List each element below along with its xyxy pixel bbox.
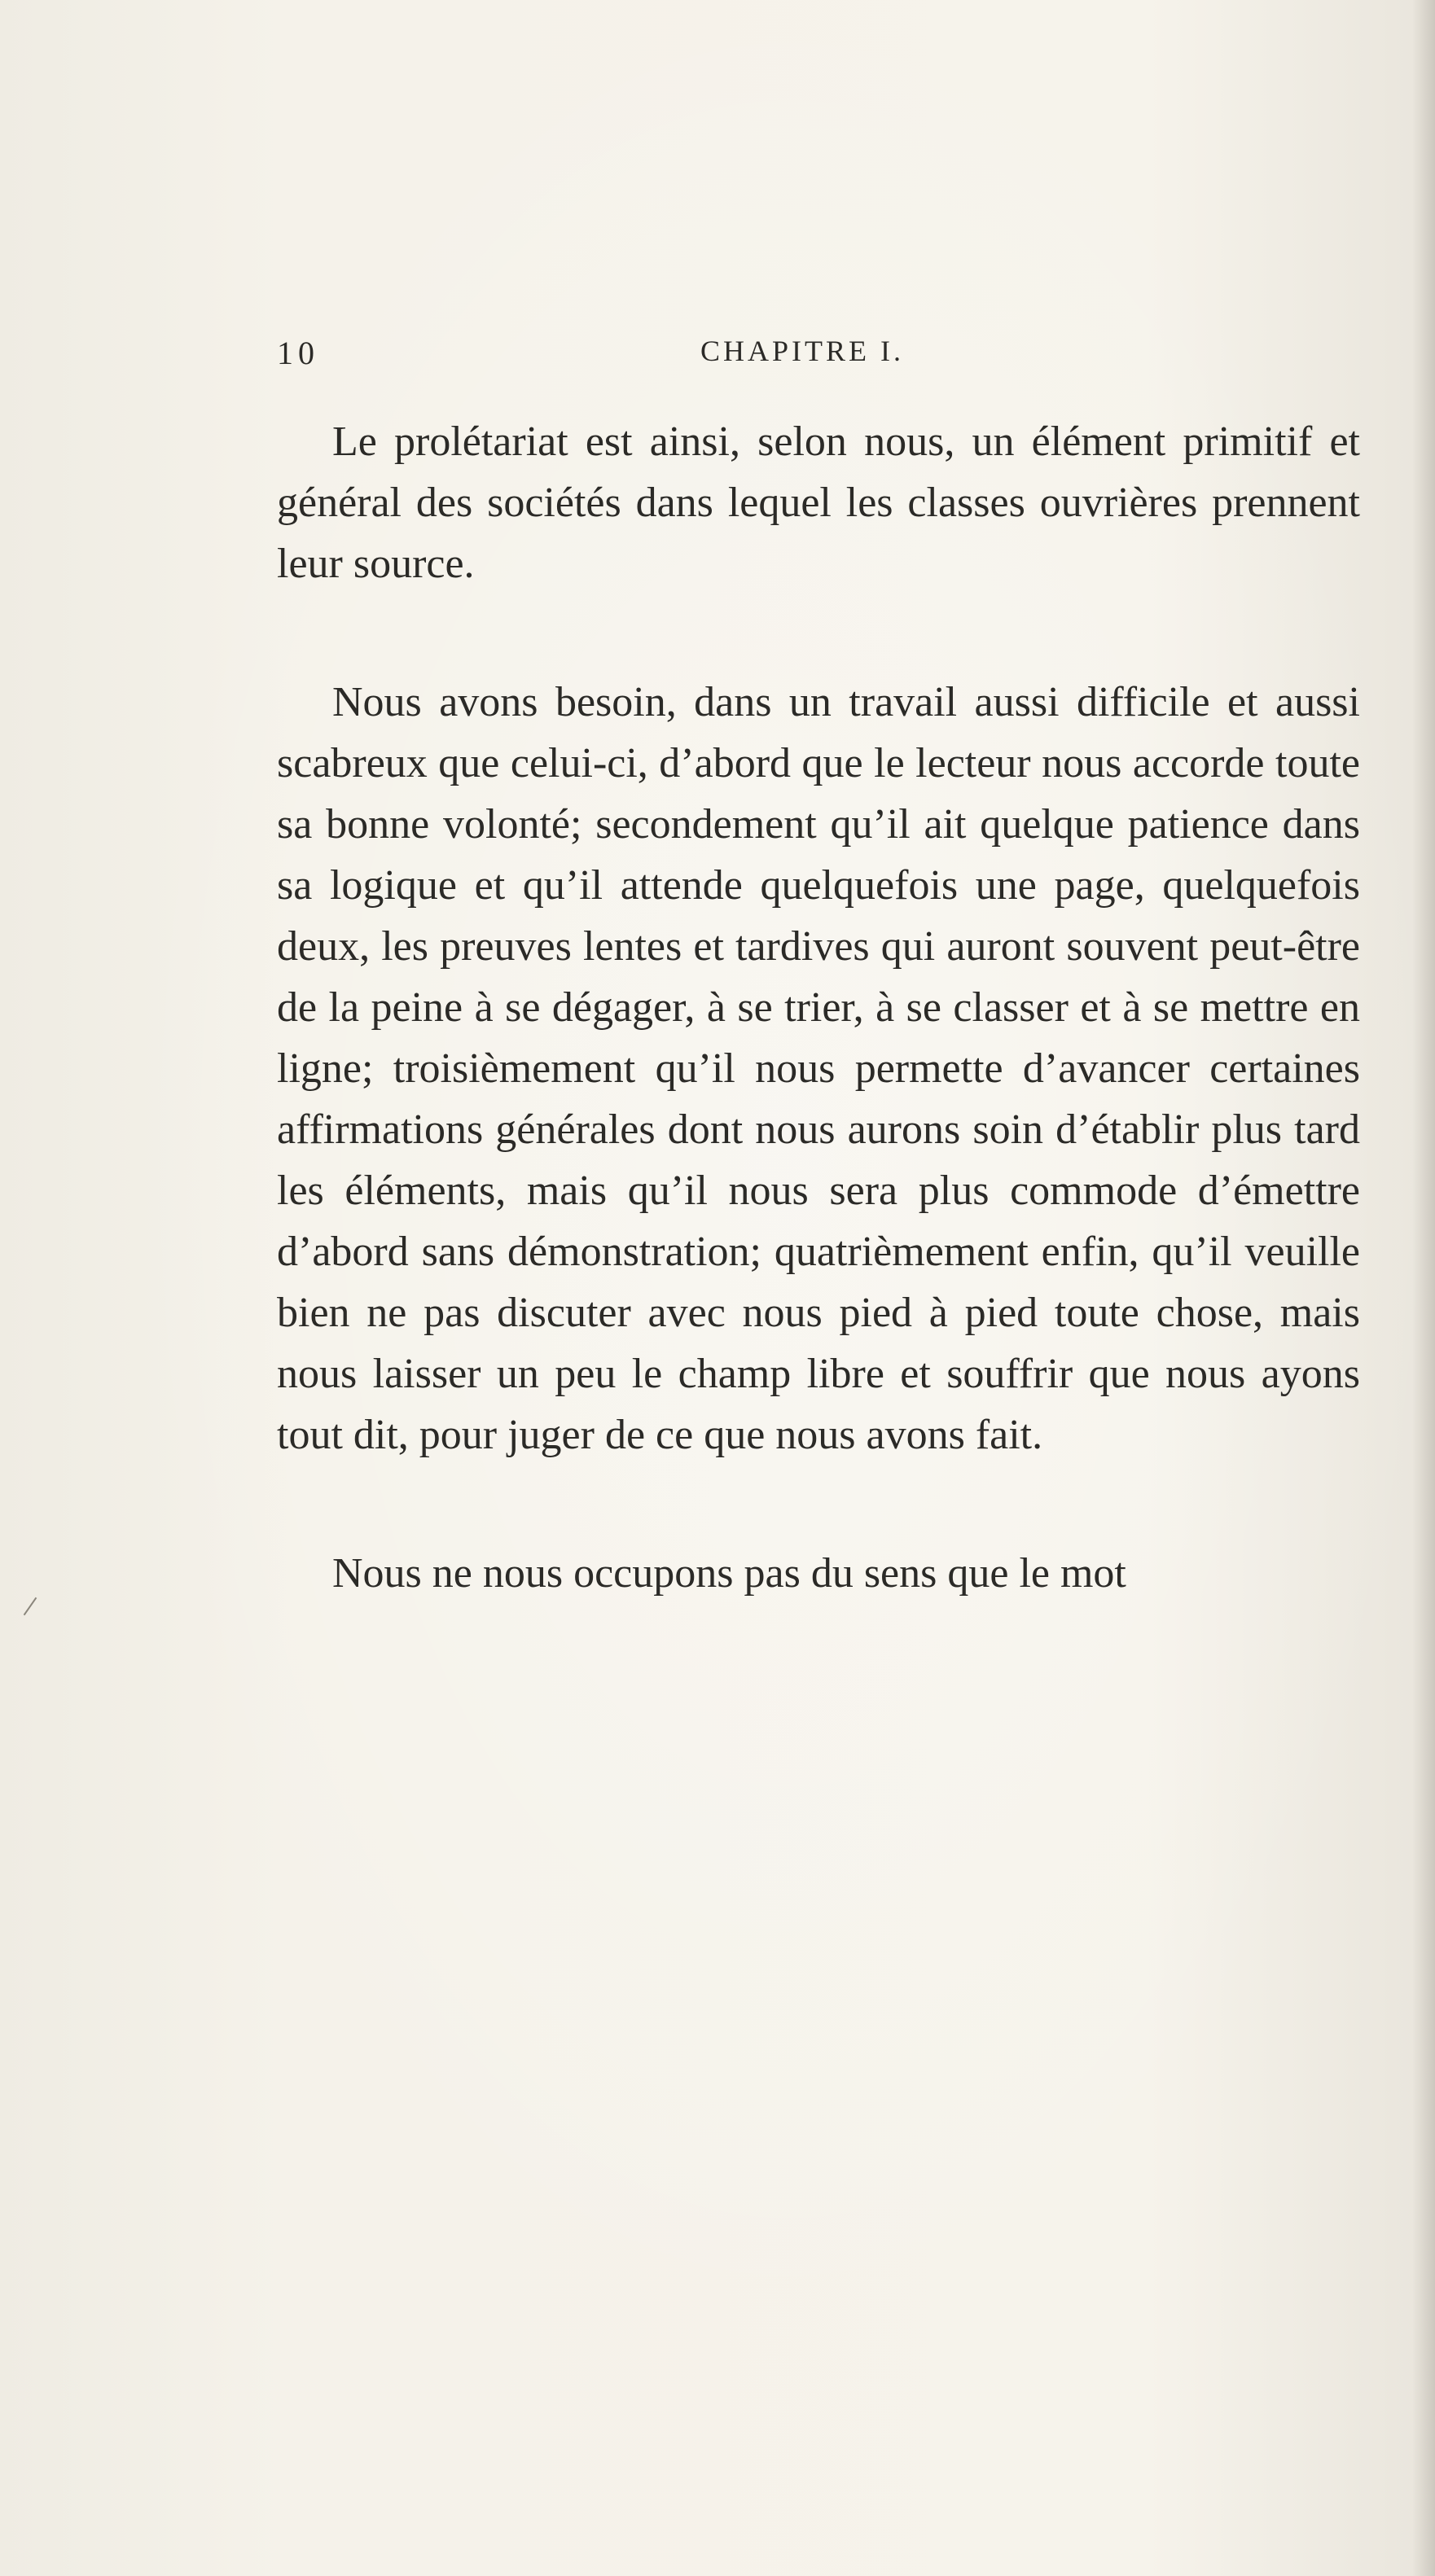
page-edge-shadow (1412, 0, 1435, 2576)
body-text (277, 411, 1360, 1604)
page-number: 10 (277, 335, 319, 371)
running-head: CHAPITRE I. (700, 335, 904, 367)
paragraph-2: Nous avons besoin, dans un travail aussi difficile et aussi scabreux que celui-ci, d’abord que le lecteur nous accorde toute sa bonne volonté; secondement qu’il ait quelque patience dans sa logique et qu’il attende quelquefois une page, quelquefois deux, les preuves lentes et tardives qui auront souvent peut-être de la peine à se dégager, à se trier, à se classer et à se mettre en ligne; troisièmement qu’il nous permette d’avancer certaines affirmations générales dont nous aurons soin d’établir plus tard les éléments, mais qu’il nous sera plus commode d’émettre d’abord sans démonstration; quatrièmement enfin, qu’il veuille bien ne pas discuter avec nous pied à pied toute chose, mais nous laisser un peu le champ libre et souffrir que nous ayons tout dit, pour juger de ce que nous avons fait. (277, 679, 1360, 1458)
page-header (277, 334, 1344, 383)
stray-pencil-mark (24, 1597, 37, 1615)
paragraph-1: Le prolétariat est ainsi, selon nous, un élément primitif et général des sociétés dans lequel les classes ouvrières prennent leur source. (277, 418, 1360, 587)
paragraph-3: Nous ne nous occupons pas du sens que le mot (332, 1550, 1126, 1597)
